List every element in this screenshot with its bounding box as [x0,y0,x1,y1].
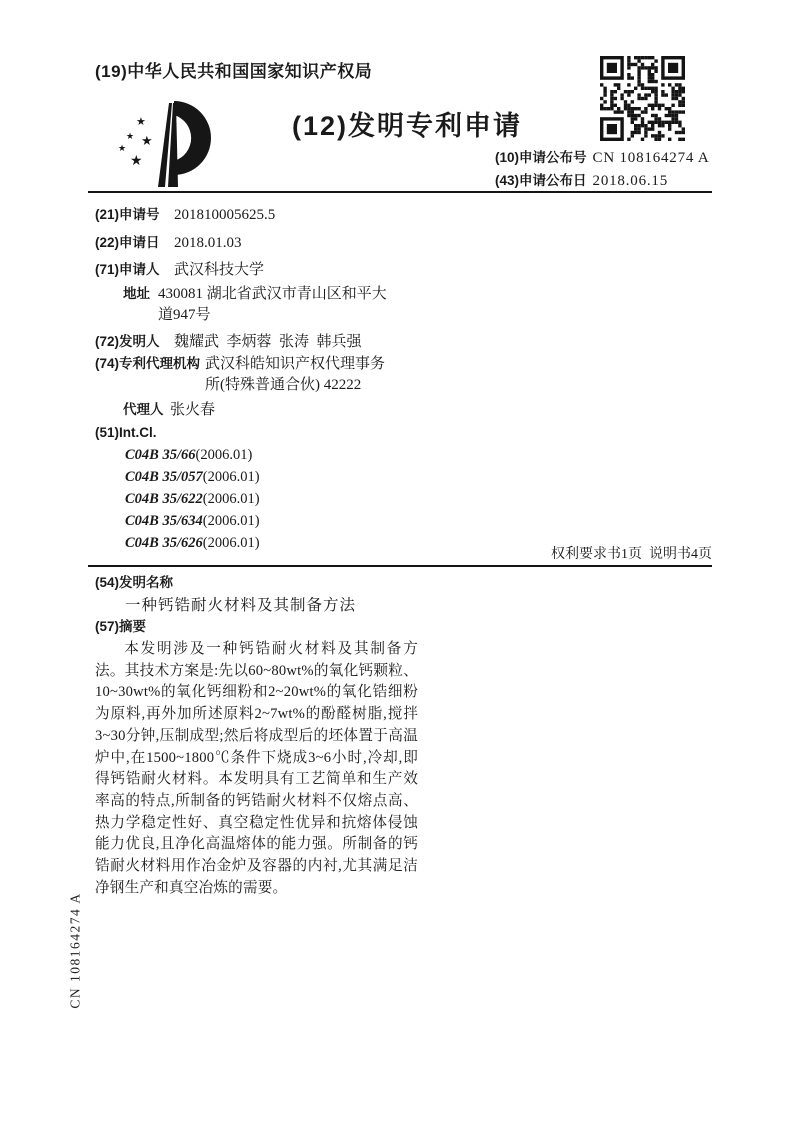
intcl-label: (51)Int.Cl. [95,425,157,440]
qr-code [600,56,685,141]
applicant-address-row [123,282,398,324]
applicant-row [95,258,264,279]
application-number-row [95,203,275,224]
pages-info: 权利要求书1页 说明书4页 [551,547,712,562]
intcl-entry [125,469,260,486]
patent-office-name: (19)中华人民共和国国家知识产权局 [95,62,373,81]
svg-text:★: ★ [118,143,127,153]
abstract-text: 本发明涉及一种钙锆耐火材料及其制备方法。其技术方案是:先以60~80wt%的氧化钙颗粒、10~30wt%的氧化钙细粉和2~20wt%的氧化锆细粉为原料,再外加所述原料2~7wt%的酚醛树脂,搅拌3~30分钟,压制成型;然后将成型后的坯体置于高温炉中,在1500~1800℃条件下烧成3~6小时,冷却,即得钙锆耐火材料。本发明具有工艺简单和生产效率高的特点,所制备的钙锆耐火材料不仅熔点高、热力学稳定性好、真空稳定性优异和抗熔体侵蚀能力优良,且净化高温熔体的能力强。所制备的钙锆耐火材料用作冶金炉及容器的内衬,尤其满足洁净钢生产和真空冶炼的需要。 [95,641,418,896]
agent-row [123,398,215,419]
document-type-title: (12)发明专利申请 [292,111,523,141]
agent-value: 张火春 [170,402,216,418]
invention-title-label: (54)发明名称 [95,575,174,590]
abstract-label: (57)摘要 [95,619,147,634]
svg-text:★: ★ [141,133,153,148]
publication-date-label: (43)申请公布日 [495,173,587,188]
intcl-code: C04B 35/634 [125,513,203,529]
intcl-entry [125,513,260,530]
application-date-value: 2018.01.03 [174,235,242,251]
publication-number-label: (10)申请公布号 [495,150,587,165]
agent-label: 代理人 [123,402,164,417]
application-date-row [95,231,242,252]
svg-text:★: ★ [136,116,146,128]
sipo-logo-icon [112,97,237,194]
svg-text:★: ★ [126,131,135,141]
intcl-entry [125,491,260,508]
applicant-label: (71)申请人 [95,262,160,277]
application-number-value: 201810005625.5 [174,207,276,223]
publication-number-value: CN 108164274 A [592,150,710,166]
intcl-version: (2006.01) [202,469,260,485]
publication-number-line [495,146,710,167]
inventors-value: 魏耀武 李炳蓉 张涛 韩兵强 [174,334,362,350]
intcl-code: C04B 35/626 [125,535,203,551]
intcl-code: C04B 35/66 [125,447,196,463]
agency-row [95,352,397,394]
side-publication-code: CN 108164274 A [67,892,83,1009]
publication-date-line [495,169,668,190]
publication-date-value: 2018.06.15 [592,173,669,189]
intcl-header-row [95,425,157,440]
intcl-version: (2006.01) [202,535,260,551]
header-divider [88,191,712,193]
inventors-row [95,330,362,351]
intcl-entry [125,447,252,464]
agency-label: (74)专利代理机构 [95,356,201,371]
intcl-code: C04B 35/622 [125,491,203,507]
application-number-label: (21)申请号 [95,207,160,222]
intcl-version: (2006.01) [202,513,260,529]
address-value: 430081 湖北省武汉市青山区和平大道947号 [158,286,387,323]
invention-title: 一种钙锆耐火材料及其制备方法 [125,597,357,614]
section-divider [88,565,712,567]
application-date-label: (22)申请日 [95,235,160,250]
address-label: 地址 [123,286,150,301]
svg-text:★: ★ [130,154,143,169]
applicant-value: 武汉科技大学 [174,262,265,278]
inventors-label: (72)发明人 [95,334,160,349]
intcl-code: C04B 35/057 [125,469,203,485]
intcl-version: (2006.01) [202,491,260,507]
intcl-entry [125,535,260,552]
intcl-version: (2006.01) [195,447,253,463]
agency-value: 武汉科皓知识产权代理事务所(特殊普通合伙) 42222 [205,356,386,393]
